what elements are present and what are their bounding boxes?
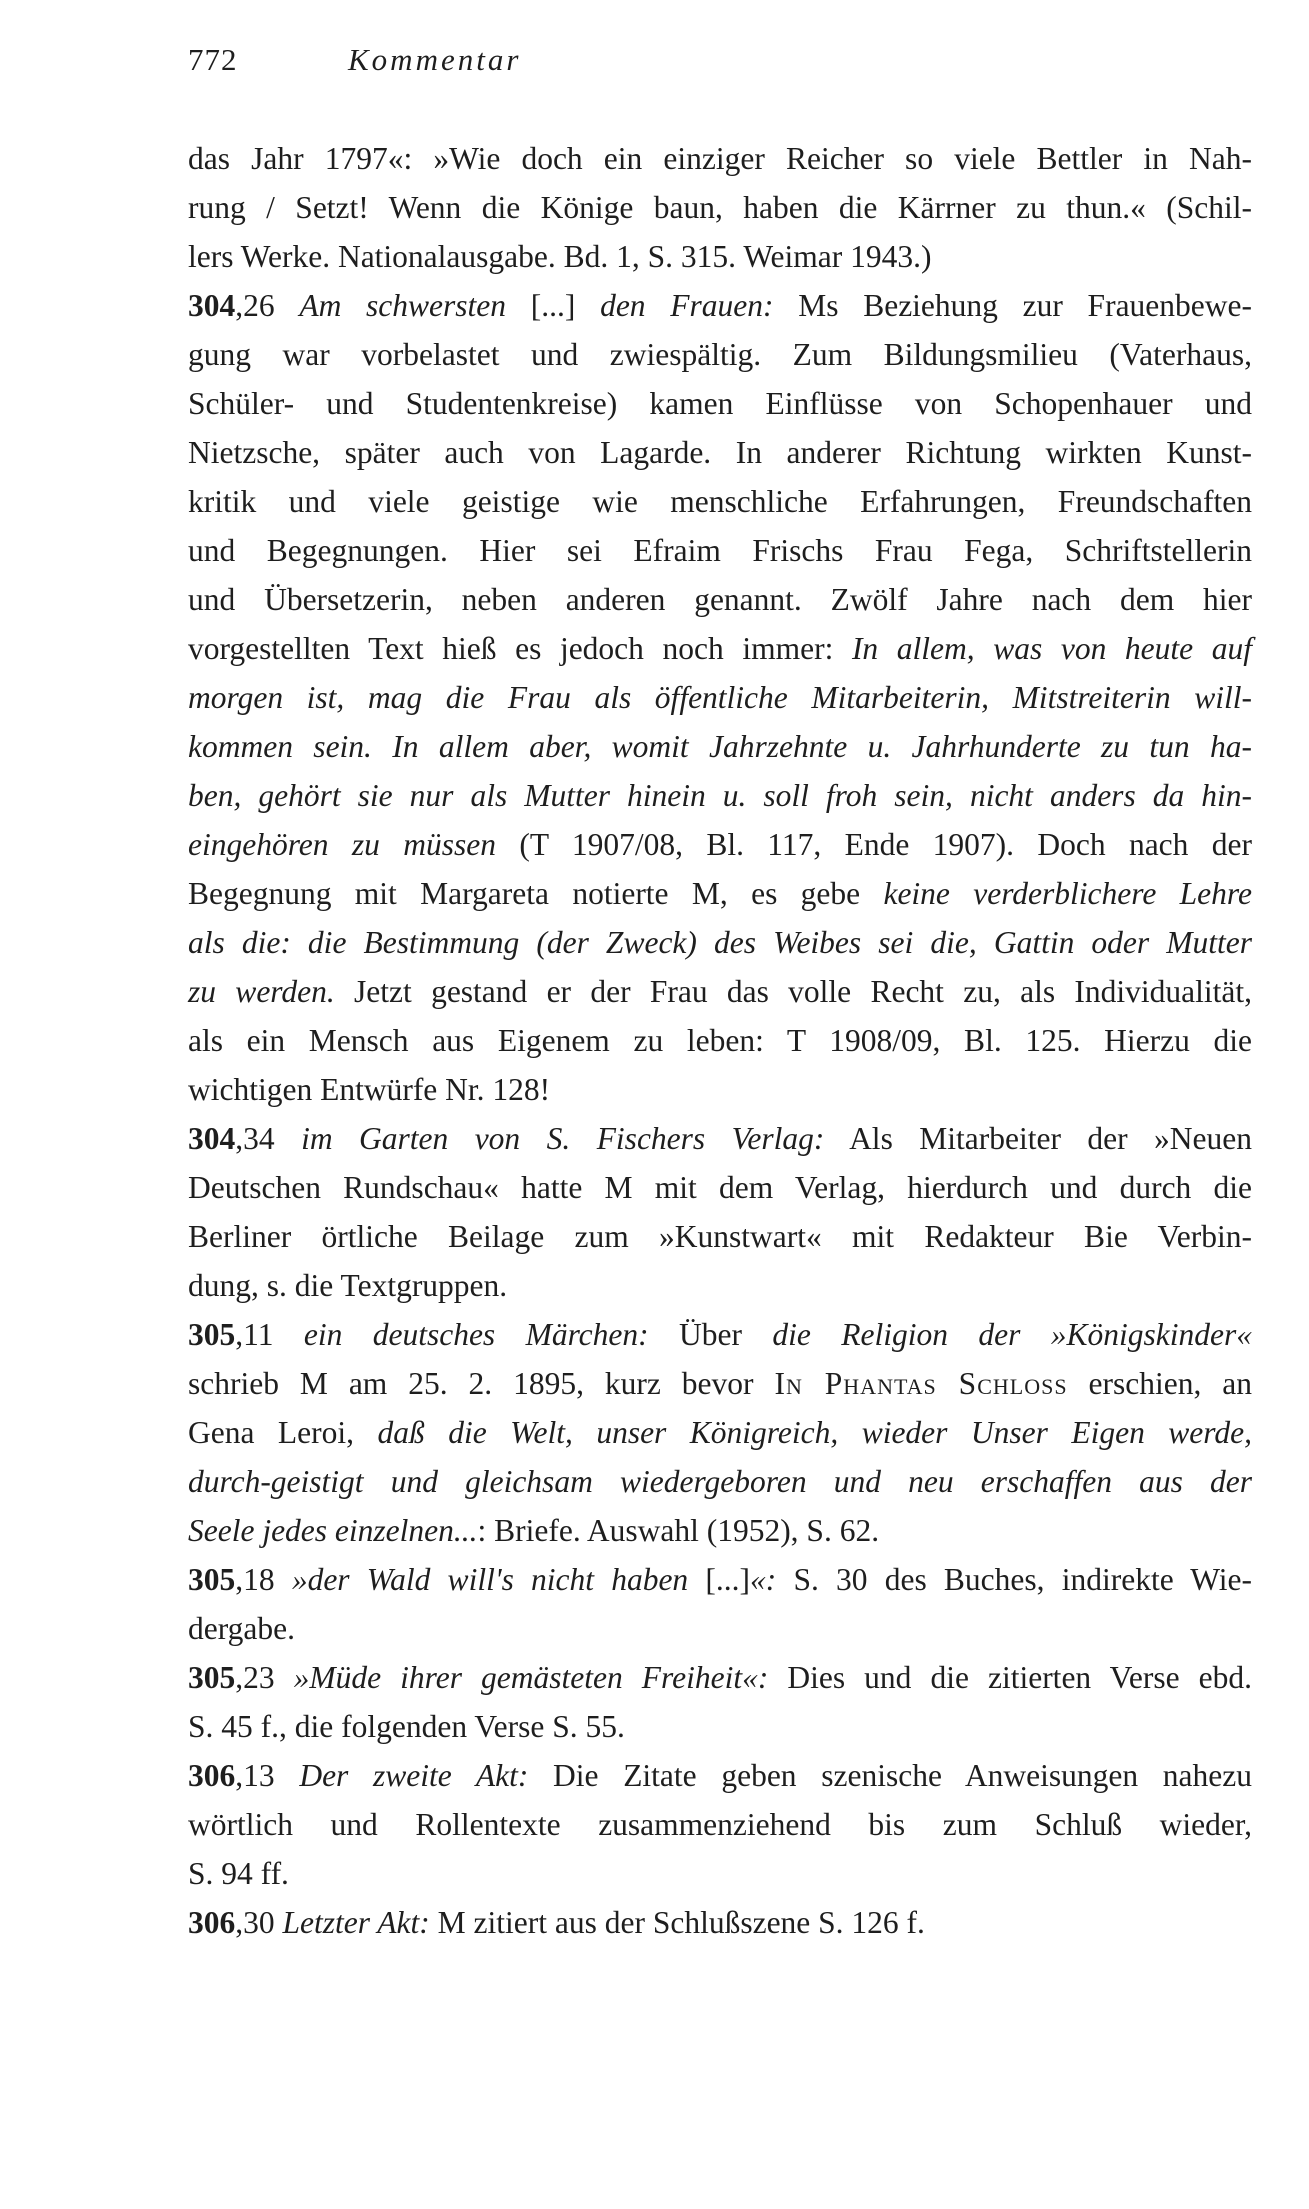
text-run: vorgestellten Text hieß es jedoch noch immer: (188, 631, 852, 666)
entry-reference: 305 (188, 1317, 236, 1352)
italic-quote: eingehören zu müssen (188, 827, 496, 862)
italic-quote: »Müde ihrer gemästeten Freiheit«: (293, 1660, 769, 1695)
text-run: Über (648, 1317, 773, 1352)
text-line (188, 967, 1252, 1016)
text-run: Jetzt gestand er der Frau das volle Recht zu, als Individualität, (334, 974, 1252, 1009)
text-line (188, 575, 1252, 624)
text-run: lers Werke. Nationalausgabe. Bd. 1, S. 315. Weimar 1943.) (188, 239, 932, 274)
text-run: wichtigen Entwürfe Nr. 128! (188, 1072, 551, 1107)
text-run: Begegnung mit Margareta notierte M, es gebe (188, 876, 884, 911)
text-line (188, 1408, 1252, 1457)
entry-reference: 306 (188, 1758, 236, 1793)
text-line (188, 820, 1252, 869)
italic-quote: ein deutsches Märchen: (303, 1317, 649, 1352)
text-run: : Briefe. Auswahl (1952), S. 62. (477, 1513, 880, 1548)
text-run: (T 1907/08, Bl. 117, Ende 1907). Doch nach der (495, 827, 1252, 862)
text-line (188, 1555, 1252, 1604)
text-run: [...] (530, 288, 601, 323)
text-run: kritik und viele geistige wie menschliche Erfahrungen, Freundschaften (188, 484, 1252, 519)
text-run: ,18 (235, 1562, 292, 1597)
text-line (188, 281, 1252, 330)
small-caps-title: In Phantas Schloss (774, 1366, 1068, 1401)
italic-quote: «: (750, 1562, 777, 1597)
text-run: Deutschen Rundschau« hatte M mit dem Verlag, hierdurch und durch die (188, 1170, 1252, 1205)
text-run: M zitiert aus der Schlußszene S. 126 f. (429, 1905, 925, 1940)
italic-quote: den Frauen: (600, 288, 774, 323)
text-run: rung / Setzt! Wenn die Könige baun, haben die Kärrner zu thun.« (Schil- (188, 190, 1252, 225)
text-line (188, 1261, 1252, 1310)
text-line (188, 183, 1252, 232)
text-line (188, 1506, 1252, 1555)
text-run: erschien, an (1067, 1366, 1252, 1401)
text-run: Berliner örtliche Beilage zum »Kunstwart« mit Redakteur Bie Verbin- (188, 1219, 1252, 1254)
text-line (188, 1310, 1252, 1359)
text-run: ,23 (235, 1660, 294, 1695)
text-run: und Begegnungen. Hier sei Efraim Frischs Frau Fega, Schriftstellerin (188, 533, 1252, 568)
text-line (188, 673, 1252, 722)
text-run: und Übersetzerin, neben anderen genannt. Zwölf Jahre nach dem hier (188, 582, 1252, 617)
italic-quote: kommen sein. In allem aber, womit Jahrzehnte u. Jahrhunderte zu tun ha- (188, 729, 1252, 764)
italic-quote: zu werden. (188, 974, 335, 1009)
text-run: dung, s. die Textgruppen. (188, 1268, 508, 1303)
entry-reference: 305 (188, 1660, 236, 1695)
text-line (188, 1016, 1252, 1065)
text-run: Nietzsche, später auch von Lagarde. In anderer Richtung wirkten Kunst- (188, 435, 1252, 470)
text-line (188, 722, 1252, 771)
text-line (188, 477, 1252, 526)
text-run: ,34 (235, 1121, 302, 1156)
text-run: ,11 (235, 1317, 304, 1352)
text-run: Dies und die zitierten Verse ebd. (768, 1660, 1253, 1695)
text-run: ,13 (235, 1758, 300, 1793)
italic-quote: keine verderblichere Lehre (883, 876, 1252, 911)
text-line (188, 1359, 1252, 1408)
text-line (188, 134, 1252, 183)
text-run: S. 45 f., die folgenden Verse S. 55. (188, 1709, 625, 1744)
text-run: Schüler- und Studentenkreise) kamen Einflüsse von Schopenhauer und (188, 386, 1252, 421)
italic-quote: Letzter Akt: (282, 1905, 430, 1940)
text-run: als ein Mensch aus Eigenem zu leben: T 1908/09, Bl. 125. Hierzu die (188, 1023, 1252, 1058)
commentary-body (188, 134, 1252, 1947)
italic-quote: In allem, was von heute auf (851, 631, 1252, 666)
page-number: 772 (188, 42, 238, 77)
text-run: S. 30 des Buches, indirekte Wie- (776, 1562, 1253, 1597)
running-title: Kommentar (348, 42, 522, 77)
text-run: ,26 (235, 288, 300, 323)
italic-quote: durch-geistigt und gleichsam wiedergeboren und neu erschaffen aus der (188, 1464, 1252, 1499)
italic-quote: die Religion der »Königskinder« (772, 1317, 1252, 1352)
text-run: Ms Beziehung zur Frauenbewe- (773, 288, 1252, 323)
italic-quote: Der zweite Akt: (299, 1758, 529, 1793)
text-line (188, 1114, 1252, 1163)
text-run: Gena Leroi, (188, 1415, 378, 1450)
text-line (188, 1800, 1252, 1849)
text-run: das Jahr 1797«: »Wie doch ein einziger Reicher so viele Bettler in Nah- (188, 141, 1252, 176)
entry-reference: 304 (188, 288, 236, 323)
text-line (188, 428, 1252, 477)
text-line (188, 869, 1252, 918)
text-line (188, 232, 1252, 281)
italic-quote: als die: die Bestimmung (der Zweck) des Weibes sei die, Gattin oder Mutter (188, 925, 1252, 960)
text-run: wörtlich und Rollentexte zusammenziehend bis zum Schluß wieder, (188, 1807, 1252, 1842)
text-line (188, 771, 1252, 820)
text-line (188, 1898, 1252, 1947)
text-run: S. 94 ff. (188, 1856, 289, 1891)
text-line (188, 1457, 1252, 1506)
italic-quote: Seele jedes einzelnen... (188, 1513, 478, 1548)
text-run: dergabe. (188, 1611, 295, 1646)
text-line (188, 1604, 1252, 1653)
italic-quote: »der Wald will's nicht haben (291, 1562, 706, 1597)
text-line (188, 379, 1252, 428)
text-line (188, 1212, 1252, 1261)
italic-quote: daß die Welt, unser Königreich, wieder Unser Eigen werde, (377, 1415, 1252, 1450)
text-line (188, 526, 1252, 575)
italic-quote: morgen ist, mag die Frau als öffentliche Mitarbeiterin, Mitstreiterin will- (188, 680, 1252, 715)
text-line (188, 624, 1252, 673)
italic-quote: im Garten von S. Fischers Verlag: (301, 1121, 825, 1156)
text-run: [...] (705, 1562, 750, 1597)
text-run: schrieb M am 25. 2. 1895, kurz bevor (188, 1366, 775, 1401)
text-run: Die Zitate geben szenische Anweisungen nahezu (528, 1758, 1252, 1793)
entry-reference: 306 (188, 1905, 236, 1940)
text-line (188, 1065, 1252, 1114)
text-run: Als Mitarbeiter der »Neuen (824, 1121, 1253, 1156)
text-line (188, 1702, 1252, 1751)
text-line (188, 330, 1252, 379)
text-line (188, 1163, 1252, 1212)
text-line (188, 918, 1252, 967)
text-line (188, 1849, 1252, 1898)
text-run: ,30 (235, 1905, 283, 1940)
entry-reference: 304 (188, 1121, 236, 1156)
text-run: gung war vorbelastet und zwiespältig. Zum Bildungsmilieu (Vaterhaus, (188, 337, 1252, 372)
text-line (188, 1653, 1252, 1702)
italic-quote: ben, gehört sie nur als Mutter hinein u. soll froh sein, nicht anders da hin- (188, 778, 1252, 813)
italic-quote: Am schwersten (299, 288, 531, 323)
entry-reference: 305 (188, 1562, 236, 1597)
text-line (188, 1751, 1252, 1800)
